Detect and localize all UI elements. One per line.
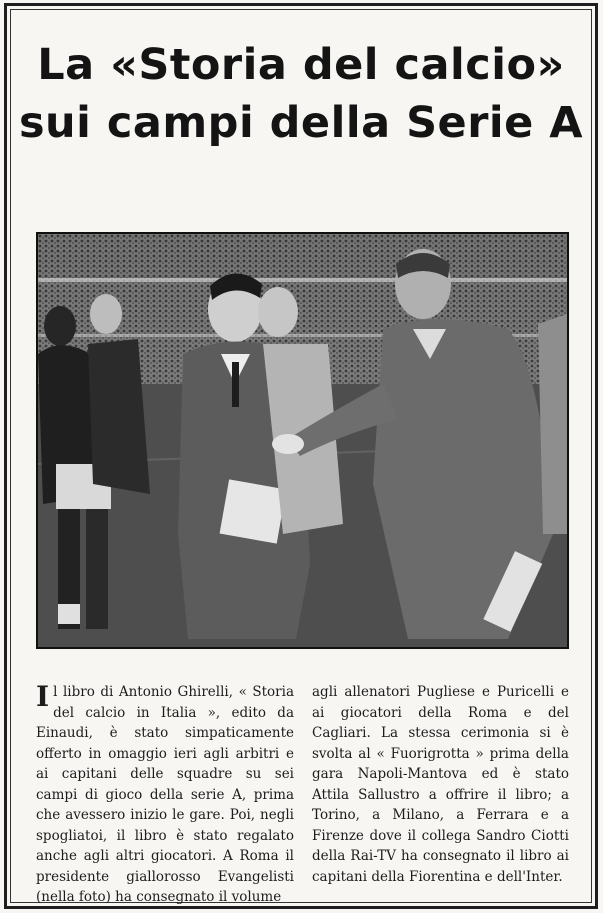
news-photo — [36, 232, 569, 649]
article-column-left — [36, 682, 294, 908]
headline-line-1: La «Storia del calcio» — [37, 40, 565, 90]
article-paragraph-left — [36, 682, 294, 908]
headline-line-2: sui campi della Serie A — [18, 98, 584, 148]
headline — [14, 36, 588, 152]
article-paragraph-right: agli allenatori Pugliese e Puricelli e ai giocatori della Roma e del Cagliari. La stessa cerimonia si è svolta al « Fuorigrotta » prima della gara Napoli-Mantova ed è stato Attila Sallustro a offrire il libro; a Torino, a Milano, a Ferrara e a Firenze dove il collega Sandro Ciotti della Rai-TV ha consegnato il libro ai capitani della Fiorentina e dell'Inter. — [312, 684, 569, 885]
photo-icon — [38, 234, 567, 647]
drop-cap: I — [36, 680, 50, 713]
article-text-left: l libro di Antonio Ghirelli, « Storia del calcio in Italia », edito da Einaudi, è stato simpaticamente offerto in omaggio ieri agli arbitri e ai capitani delle squadre su sei campi di gioco della serie A, prima che avessero inizio le gare. Poi, negli spogliatoi, il libro è stato regalato anche agli altri giocatori. A Roma il presidente giallorosso Evangelisti (nella foto) ha consegnato il volume — [36, 684, 294, 905]
article-column-right — [312, 682, 569, 887]
